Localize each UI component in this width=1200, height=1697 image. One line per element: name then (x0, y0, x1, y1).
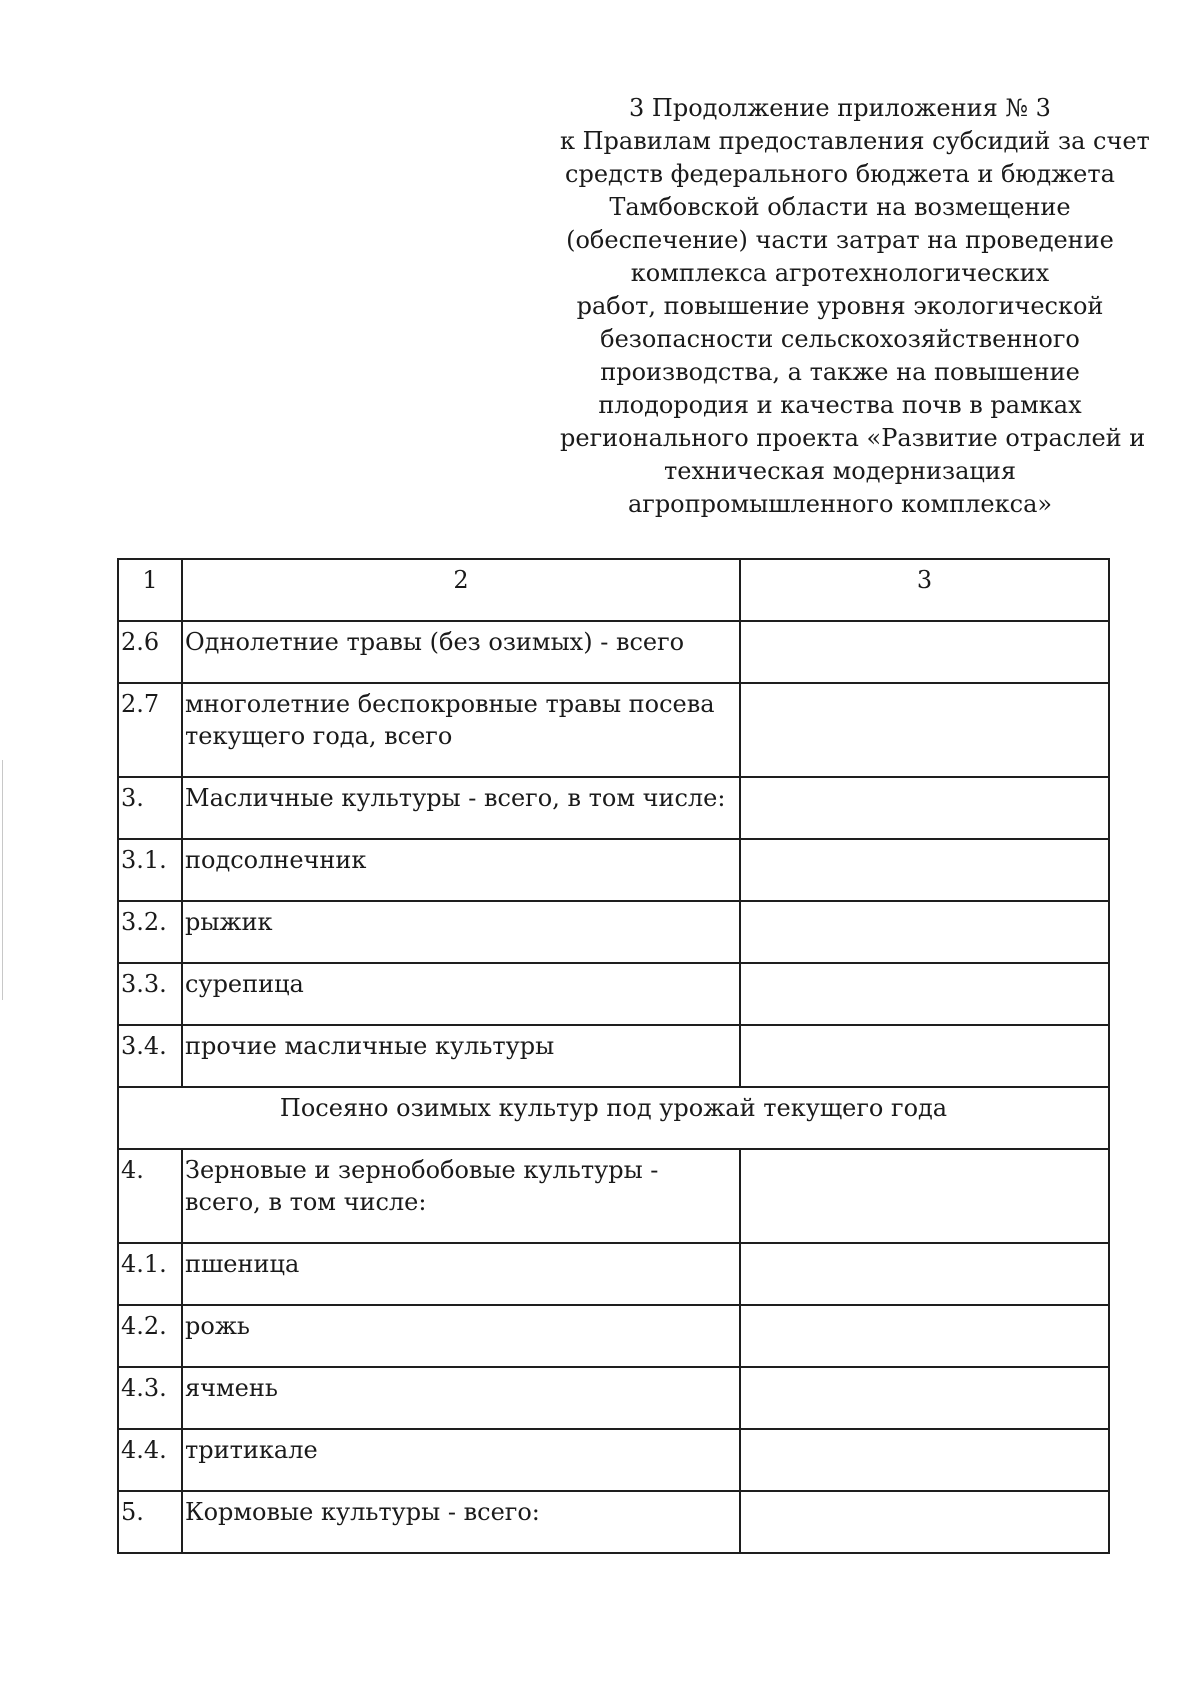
column-header-1: 1 (118, 559, 182, 621)
row-value (740, 1025, 1109, 1087)
table-row (118, 1367, 1109, 1429)
row-number: 3. (118, 777, 182, 839)
table-row (118, 1025, 1109, 1087)
row-value (740, 963, 1109, 1025)
table-row (118, 1429, 1109, 1491)
row-number: 3.3. (118, 963, 182, 1025)
table-row (118, 839, 1109, 901)
row-label: тритикале (182, 1429, 740, 1491)
table-row (118, 1491, 1109, 1553)
row-number: 2.6 (118, 621, 182, 683)
row-number: 5. (118, 1491, 182, 1553)
header-line: средств федерального бюджета и бюджета (565, 160, 1115, 188)
appendix-header (560, 92, 1150, 521)
header-line: безопасности сельскохозяйственного (600, 325, 1080, 353)
row-label: подсолнечник (182, 839, 740, 901)
row-value (740, 1243, 1109, 1305)
row-number: 2.7 (118, 683, 182, 777)
table-row (118, 1305, 1109, 1367)
row-label: многолетние беспокровные травы посева текущего года, всего (182, 683, 740, 777)
table-row (118, 1243, 1109, 1305)
header-line: (обеспечение) части затрат на проведение (566, 226, 1114, 254)
column-header-3: 3 (740, 559, 1109, 621)
row-value (740, 683, 1109, 777)
header-line: агропромышленного комплекса» (627, 490, 1053, 518)
row-label: Масличные культуры - всего, в том числе: (182, 777, 740, 839)
row-number: 4.3. (118, 1367, 182, 1429)
row-value (740, 621, 1109, 683)
row-value (740, 1149, 1109, 1243)
row-label: рожь (182, 1305, 740, 1367)
table-row (118, 777, 1109, 839)
row-value (740, 1429, 1109, 1491)
section-row (118, 1087, 1109, 1149)
header-line: к Правилам предоставления субсидий за счет (560, 127, 1150, 155)
row-value (740, 839, 1109, 901)
crops-table (117, 558, 1110, 1554)
row-value (740, 1305, 1109, 1367)
table-row (118, 901, 1109, 963)
row-number: 3.4. (118, 1025, 182, 1087)
row-label: пшеница (182, 1243, 740, 1305)
row-number: 4.2. (118, 1305, 182, 1367)
row-number: 4.4. (118, 1429, 182, 1491)
row-label: Зерновые и зернобобовые культуры - всего, в том числе: (182, 1149, 740, 1243)
row-label: рыжик (182, 901, 740, 963)
row-label: прочие масличные культуры (182, 1025, 740, 1087)
row-label: Кормовые культуры - всего: (182, 1491, 740, 1553)
row-value (740, 1491, 1109, 1553)
column-header-2: 2 (182, 559, 740, 621)
header-line: 3 Продолжение приложения № 3 (629, 94, 1051, 122)
scan-edge-mark (2, 760, 3, 1000)
header-line: регионального проекта «Развитие отраслей и (560, 424, 1146, 452)
header-line: комплекса агротехнологических (630, 259, 1050, 287)
row-number: 3.2. (118, 901, 182, 963)
header-line: техническая модернизация (663, 457, 1017, 485)
row-number: 4. (118, 1149, 182, 1243)
header-line: производства, а также на повышение (600, 358, 1080, 386)
table-header-row (118, 559, 1109, 621)
header-line: Тамбовской области на возмещение (609, 193, 1071, 221)
table-row (118, 621, 1109, 683)
header-line: плодородия и качества почв в рамках (598, 391, 1082, 419)
row-value (740, 901, 1109, 963)
row-number: 3.1. (118, 839, 182, 901)
table-row (118, 683, 1109, 777)
table-row (118, 1149, 1109, 1243)
row-value (740, 1367, 1109, 1429)
header-line: работ, повышение уровня экологической (576, 292, 1104, 320)
table-row (118, 963, 1109, 1025)
row-label: ячмень (182, 1367, 740, 1429)
section-title: Посеяно озимых культур под урожай текущего года (118, 1087, 1109, 1149)
row-label: сурепица (182, 963, 740, 1025)
row-label: Однолетние травы (без озимых) - всего (182, 621, 740, 683)
row-number: 4.1. (118, 1243, 182, 1305)
row-value (740, 777, 1109, 839)
